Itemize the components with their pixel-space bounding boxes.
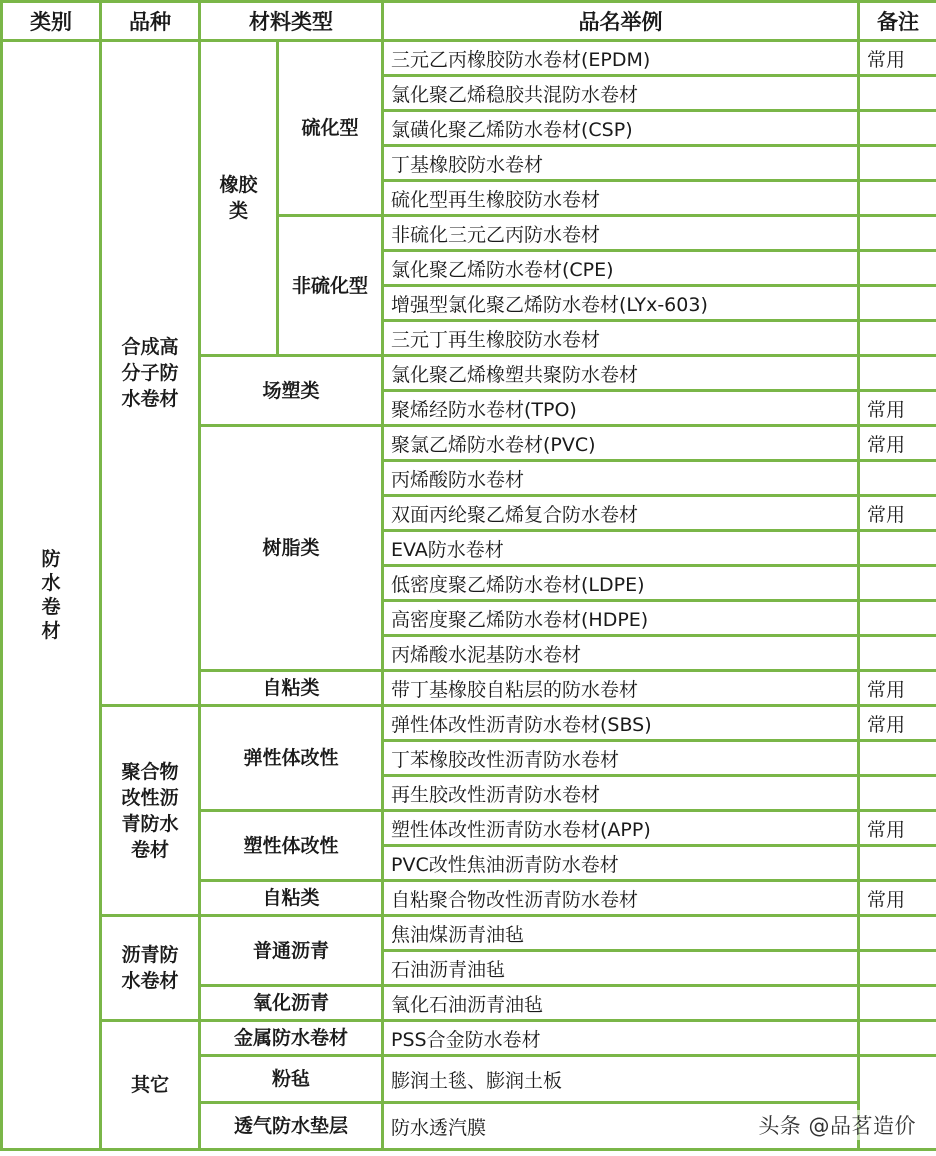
product-name: 塑性体改性沥青防水卷材(APP) — [383, 811, 859, 846]
type-rubber: 橡胶类 — [200, 41, 278, 356]
variety-polymer: 合成高分子防水卷材 — [101, 41, 200, 706]
type-resin: 树脂类 — [200, 426, 383, 671]
remark-cell — [859, 286, 936, 321]
product-name: 增强型氯化聚乙烯防水卷材(LYx-603) — [383, 286, 859, 321]
remark-cell — [859, 846, 936, 881]
remark-cell: 常用 — [859, 41, 936, 76]
header-product-examples: 品名举例 — [383, 2, 859, 41]
header-row — [2, 2, 936, 41]
remark-cell — [859, 111, 936, 146]
product-name: 自粘聚合物改性沥青防水卷材 — [383, 881, 859, 916]
remark-cell: 常用 — [859, 706, 936, 741]
product-name: 弹性体改性沥青防水卷材(SBS) — [383, 706, 859, 741]
product-name: 氯化聚乙烯防水卷材(CPE) — [383, 251, 859, 286]
product-name: 硫化型再生橡胶防水卷材 — [383, 181, 859, 216]
type-self-adhesive-bitumen: 自粘类 — [200, 881, 383, 916]
remark-cell: 常用 — [859, 671, 936, 706]
product-name: 氧化石油沥青油毡 — [383, 986, 859, 1021]
remark-cell — [859, 461, 936, 496]
product-name: 非硫化三元乙丙防水卷材 — [383, 216, 859, 251]
remark-cell — [859, 1021, 936, 1056]
product-name: 丙烯酸防水卷材 — [383, 461, 859, 496]
type-breathable: 透气防水垫层 — [200, 1103, 383, 1150]
product-name: 再生胶改性沥青防水卷材 — [383, 776, 859, 811]
product-name: 三元乙丙橡胶防水卷材(EPDM) — [383, 41, 859, 76]
product-name: 双面丙纶聚乙烯复合防水卷材 — [383, 496, 859, 531]
remark-cell — [859, 916, 936, 951]
table-row — [2, 41, 936, 76]
subtype-non-vulcanized: 非硫化型 — [278, 216, 383, 356]
type-plastic-rubber: 场塑类 — [200, 356, 383, 426]
table-row — [2, 1021, 936, 1056]
type-plastomer: 塑性体改性 — [200, 811, 383, 881]
type-elastomer: 弹性体改性 — [200, 706, 383, 811]
variety-bitumen: 沥青防水卷材 — [101, 916, 200, 1021]
product-name: 氯化聚乙烯稳胶共混防水卷材 — [383, 76, 859, 111]
header-remark: 备注 — [859, 2, 936, 41]
remark-cell: 常用 — [859, 496, 936, 531]
product-name: PVC改性焦油沥青防水卷材 — [383, 846, 859, 881]
table-row — [2, 916, 936, 951]
type-ordinary-bitumen: 普通沥青 — [200, 916, 383, 986]
product-name: 膨润土毯、膨润土板 — [383, 1056, 859, 1103]
product-name: 丙烯酸水泥基防水卷材 — [383, 636, 859, 671]
header-category: 类别 — [2, 2, 101, 41]
header-material-type: 材料类型 — [200, 2, 383, 41]
remark-cell — [859, 216, 936, 251]
product-name: 丁基橡胶防水卷材 — [383, 146, 859, 181]
remark-cell — [859, 986, 936, 1021]
product-name: PSS合金防水卷材 — [383, 1021, 859, 1056]
remark-cell — [859, 531, 936, 566]
product-name: 防水透汽膜 — [383, 1103, 859, 1150]
remark-cell — [859, 776, 936, 811]
product-name: 氯磺化聚乙烯防水卷材(CSP) — [383, 111, 859, 146]
table-row — [2, 706, 936, 741]
type-oxidized-bitumen: 氧化沥青 — [200, 986, 383, 1021]
product-name: EVA防水卷材 — [383, 531, 859, 566]
remark-cell — [859, 636, 936, 671]
category-cell: 防水卷材 — [2, 41, 101, 1150]
type-powder-felt: 粉毡 — [200, 1056, 383, 1103]
remark-cell — [859, 76, 936, 111]
remark-cell — [859, 181, 936, 216]
remark-cell — [859, 251, 936, 286]
subtype-vulcanized: 硫化型 — [278, 41, 383, 216]
product-name: 低密度聚乙烯防水卷材(LDPE) — [383, 566, 859, 601]
product-name: 氯化聚乙烯橡塑共聚防水卷材 — [383, 356, 859, 391]
remark-cell: 常用 — [859, 881, 936, 916]
variety-modified-bitumen: 聚合物改性沥青防水卷材 — [101, 706, 200, 916]
remark-cell — [859, 741, 936, 776]
remark-cell — [859, 566, 936, 601]
type-self-adhesive: 自粘类 — [200, 671, 383, 706]
type-metal: 金属防水卷材 — [200, 1021, 383, 1056]
remark-cell — [859, 146, 936, 181]
variety-other: 其它 — [101, 1021, 200, 1150]
remark-cell: 常用 — [859, 811, 936, 846]
product-name: 焦油煤沥青油毡 — [383, 916, 859, 951]
product-name: 石油沥青油毡 — [383, 951, 859, 986]
remark-cell — [859, 951, 936, 986]
product-name: 丁苯橡胶改性沥青防水卷材 — [383, 741, 859, 776]
product-name: 带丁基橡胶自粘层的防水卷材 — [383, 671, 859, 706]
remark-cell: 常用 — [859, 426, 936, 461]
remark-cell — [859, 321, 936, 356]
remark-cell — [859, 356, 936, 391]
product-name: 聚氯乙烯防水卷材(PVC) — [383, 426, 859, 461]
product-name: 聚烯经防水卷材(TPO) — [383, 391, 859, 426]
remark-cell: 常用 — [859, 391, 936, 426]
remark-cell — [859, 601, 936, 636]
product-name: 高密度聚乙烯防水卷材(HDPE) — [383, 601, 859, 636]
header-variety: 品种 — [101, 2, 200, 41]
product-name: 三元丁再生橡胶防水卷材 — [383, 321, 859, 356]
watermark: 头条 @品茗造价 — [758, 1110, 916, 1140]
